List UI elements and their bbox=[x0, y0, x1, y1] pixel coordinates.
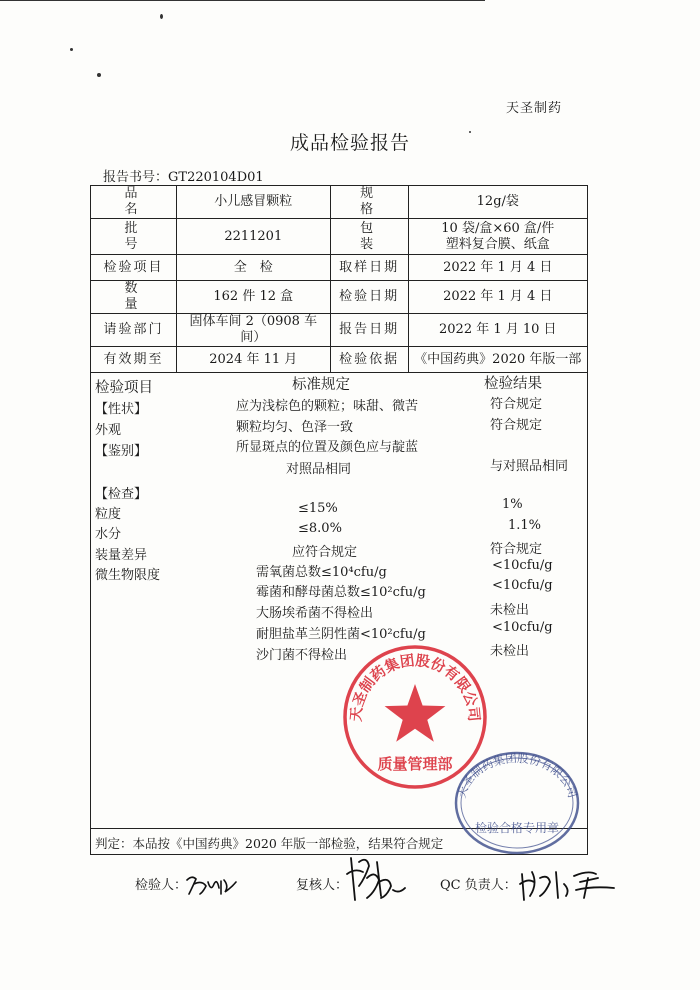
traits-result: 符合规定 bbox=[490, 397, 543, 412]
check-row-item: 水分 bbox=[95, 527, 122, 542]
check-row-result: <10cfu/g bbox=[492, 620, 553, 635]
check-row-result: 1.1% bbox=[508, 518, 542, 533]
test-item-label: 检验项目 bbox=[91, 255, 177, 281]
check-row-standard: 应符合规定 bbox=[292, 545, 358, 560]
expiry-label: 有效期至 bbox=[91, 347, 177, 373]
check-row-standard: ≤15% bbox=[298, 501, 338, 516]
quantity-label: 数 量 bbox=[91, 281, 177, 314]
inspector-signature bbox=[184, 872, 240, 900]
inspection-pass-seal bbox=[452, 748, 582, 858]
product-name: 小儿感冒颗粒 bbox=[176, 186, 330, 219]
check-row-result: <10cfu/g bbox=[492, 578, 553, 593]
sample-date-label: 取样日期 bbox=[330, 255, 408, 281]
blue-seal-purpose-text: 检验合格专用章 bbox=[474, 821, 560, 835]
test-date-value: 2022 年 1 月 4 日 bbox=[408, 281, 587, 314]
traits-standard: 应为浅棕色的颗粒；味甜、微苦 bbox=[236, 399, 419, 414]
test-date-label: 检验日期 bbox=[330, 281, 408, 314]
batch-value: 2211201 bbox=[176, 219, 330, 255]
blue-seal-company-text: 天圣制药集团股份有限公司 bbox=[454, 750, 580, 800]
check-row-item: 粒度 bbox=[95, 507, 122, 522]
appearance-label: 外观 bbox=[95, 423, 122, 438]
appearance-standard: 颗粒均匀、色泽一致 bbox=[236, 420, 354, 435]
report-date-label: 报告日期 bbox=[330, 314, 408, 347]
company-brand: 天圣制药 bbox=[506, 101, 563, 116]
check-row-standard: 霉菌和酵母菌总数≤10²cfu/g bbox=[256, 585, 426, 600]
header-rule bbox=[0, 0, 485, 1]
basis-value: 《中国药典》2020 年版一部 bbox=[408, 347, 587, 373]
signature-row bbox=[0, 866, 700, 906]
results-col-result: 检验结果 bbox=[484, 376, 542, 392]
check-row-result: <10cfu/g bbox=[492, 558, 553, 573]
reviewer-signature bbox=[345, 852, 407, 906]
expiry-value: 2024 年 11 月 bbox=[176, 347, 330, 373]
report-number-label: 报告书号： bbox=[103, 170, 169, 185]
spec-value: 12g/袋 bbox=[408, 186, 587, 219]
spec-label: 规 格 bbox=[330, 186, 408, 219]
pack-line-1: 10 袋/盒×60 盒/件 bbox=[441, 220, 555, 236]
scan-speck bbox=[97, 73, 101, 77]
seal-dept-text: 质量管理部 bbox=[377, 755, 453, 773]
report-date-value: 2022 年 1 月 10 日 bbox=[408, 314, 587, 347]
check-row-standard: ≤8.0% bbox=[298, 521, 342, 536]
check-row-standard: 耐胆盐革兰阴性菌<10²cfu/g bbox=[256, 627, 426, 642]
pack-value bbox=[408, 219, 587, 255]
dept-value: 固体车间 2（0908 车间） bbox=[176, 314, 330, 347]
results-col-standard: 标准规定 bbox=[292, 377, 350, 393]
dept-label: 请验部门 bbox=[91, 314, 177, 347]
conclusion-text: 判定：本品按《中国药典》2020 年版一部检验，结果符合规定 bbox=[95, 836, 444, 851]
check-row-standard: 需氧菌总数≤10⁴cfu/g bbox=[256, 565, 387, 580]
check-row-standard: 大肠埃希菌不得检出 bbox=[256, 606, 374, 621]
scan-speck bbox=[70, 48, 73, 51]
check-section: 【检查】 bbox=[95, 487, 148, 502]
scan-speck bbox=[160, 14, 163, 19]
seal-company-text: 天圣制药集团股份有限公司 bbox=[347, 652, 483, 723]
inspector-label: 检验人： bbox=[135, 878, 188, 893]
check-row-result: 未检出 bbox=[490, 644, 530, 659]
check-row-item: 微生物限度 bbox=[95, 568, 161, 583]
pack-line-2: 塑料复合膜、纸盒 bbox=[445, 236, 550, 252]
reviewer-label: 复核人： bbox=[296, 878, 349, 893]
sample-date-value: 2022 年 1 月 4 日 bbox=[408, 255, 587, 281]
check-row-standard: 沙门菌不得检出 bbox=[256, 648, 348, 663]
page-title: 成品检验报告 bbox=[289, 132, 410, 154]
check-row-result: 符合规定 bbox=[490, 542, 543, 557]
check-row-item: 装量差异 bbox=[95, 548, 148, 563]
traits-section: 【性状】 bbox=[95, 402, 148, 417]
ident-standard-line-1: 所显斑点的位置及颜色应与靛蓝 bbox=[236, 440, 419, 455]
check-row-result: 未检出 bbox=[490, 603, 530, 618]
check-row-result: 1% bbox=[502, 497, 523, 512]
pack-label: 包 装 bbox=[330, 219, 408, 255]
ident-result: 与对照品相同 bbox=[490, 459, 569, 474]
info-table bbox=[90, 185, 588, 373]
qc-head-signature bbox=[518, 864, 618, 904]
qc-head-label: QC 负责人： bbox=[440, 878, 517, 893]
batch-label: 批 号 bbox=[91, 219, 177, 255]
appearance-result: 符合规定 bbox=[490, 418, 543, 433]
report-number bbox=[103, 166, 264, 185]
quantity-value: 162 件 12 盒 bbox=[176, 281, 330, 314]
product-name-label: 品 名 bbox=[91, 186, 177, 219]
results-col-item: 检验项目 bbox=[95, 380, 153, 396]
basis-label: 检验依据 bbox=[330, 347, 408, 373]
ident-standard-line-2: 对照品相同 bbox=[286, 462, 352, 477]
report-number-value: GT220104D01 bbox=[168, 170, 264, 185]
ident-section: 【鉴别】 bbox=[95, 444, 148, 459]
test-item-value: 全 检 bbox=[176, 255, 330, 281]
